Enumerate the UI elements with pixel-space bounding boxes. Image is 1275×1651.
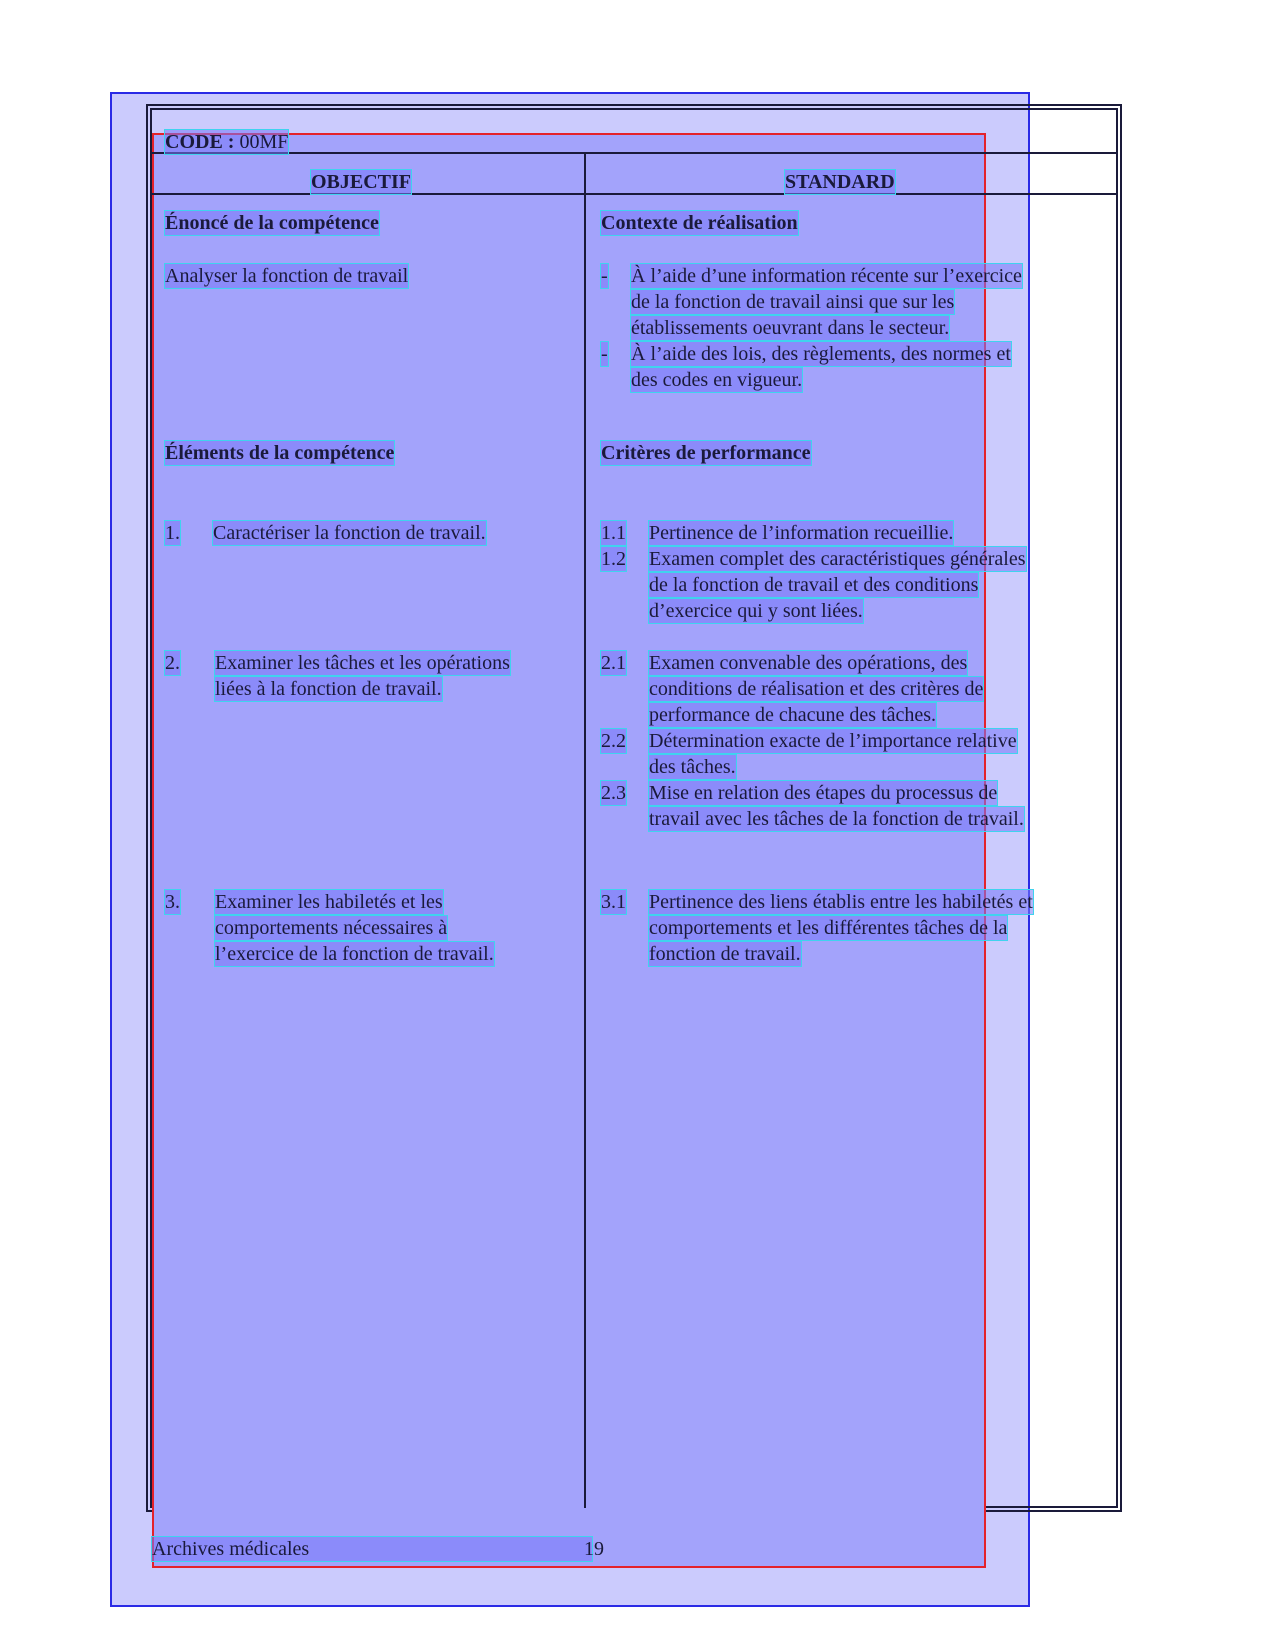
critere-line: de la fonction de travail et des conditions	[649, 574, 979, 596]
element-line: Examiner les tâches et les opérations	[215, 652, 510, 674]
critere-line: Mise en relation des étapes du processus de	[649, 782, 998, 804]
element-line: Caractériser la fonction de travail.	[213, 522, 486, 544]
code-line	[165, 130, 288, 154]
contexte-bullet: -	[601, 343, 608, 365]
code-value: 00MF	[239, 131, 289, 153]
page-number: 19	[584, 1538, 604, 1560]
critere-line: fonction de travail.	[649, 943, 801, 965]
element-line: liées à la fonction de travail.	[215, 678, 442, 700]
critere-line: performance de chacune des tâches.	[649, 704, 937, 726]
header-divider	[150, 152, 1118, 154]
critere-num: 1.2	[601, 548, 626, 570]
contexte-line: de la fonction de travail ainsi que sur les	[631, 291, 955, 313]
critere-num: 3.1	[601, 891, 626, 913]
contexte-line: À l’aide des lois, des règlements, des normes et	[631, 343, 1011, 365]
element-line: l’exercice de la fonction de travail.	[215, 943, 494, 965]
element-num: 3.	[165, 891, 180, 913]
critere-line: Examen complet des caractéristiques générales	[649, 548, 1026, 570]
element-num: 1.	[165, 522, 180, 544]
contexte-line: établissements oeuvrant dans le secteur.	[631, 317, 950, 339]
contexte-line: À l’aide d’une information récente sur l’exercice	[631, 265, 1022, 287]
element-line: comportements nécessaires à	[215, 917, 448, 939]
critere-num: 2.3	[601, 782, 626, 804]
critere-line: d’exercice qui y sont liées.	[649, 600, 863, 622]
critere-line: des tâches.	[649, 756, 736, 778]
elements-title: Éléments de la compétence	[165, 442, 395, 464]
contexte-line: des codes en vigueur.	[631, 369, 803, 391]
critere-num: 2.2	[601, 730, 626, 752]
element-num: 2.	[165, 652, 180, 674]
enonce-title: Énoncé de la compétence	[165, 212, 379, 234]
column-header-divider	[150, 193, 1118, 195]
enonce-text: Analyser la fonction de travail	[165, 265, 409, 287]
criteres-title: Critères de performance	[601, 442, 811, 464]
critere-line: conditions de réalisation et des critères de	[649, 678, 984, 700]
footer-title: Archives médicales	[152, 1537, 592, 1561]
critere-line: Pertinence de l’information recueillie.	[649, 522, 954, 544]
code-label: CODE :	[165, 131, 235, 153]
contexte-bullet: -	[601, 265, 608, 287]
critere-line: Examen convenable des opérations, des	[649, 652, 968, 674]
objective-column-header: OBJECTIF	[311, 171, 412, 193]
critere-line: Détermination exacte de l’importance relative	[649, 730, 1017, 752]
column-divider	[584, 152, 586, 1508]
standard-column-header: STANDARD	[785, 171, 895, 193]
critere-line: Pertinence des liens établis entre les habiletés et	[649, 891, 1033, 913]
critere-line: travail avec les tâches de la fonction de travail.	[649, 808, 1024, 830]
contexte-title: Contexte de réalisation	[601, 212, 798, 234]
critere-num: 1.1	[601, 522, 626, 544]
critere-line: comportements et les différentes tâches de la	[649, 917, 1008, 939]
critere-num: 2.1	[601, 652, 626, 674]
element-line: Examiner les habiletés et les	[215, 891, 443, 913]
